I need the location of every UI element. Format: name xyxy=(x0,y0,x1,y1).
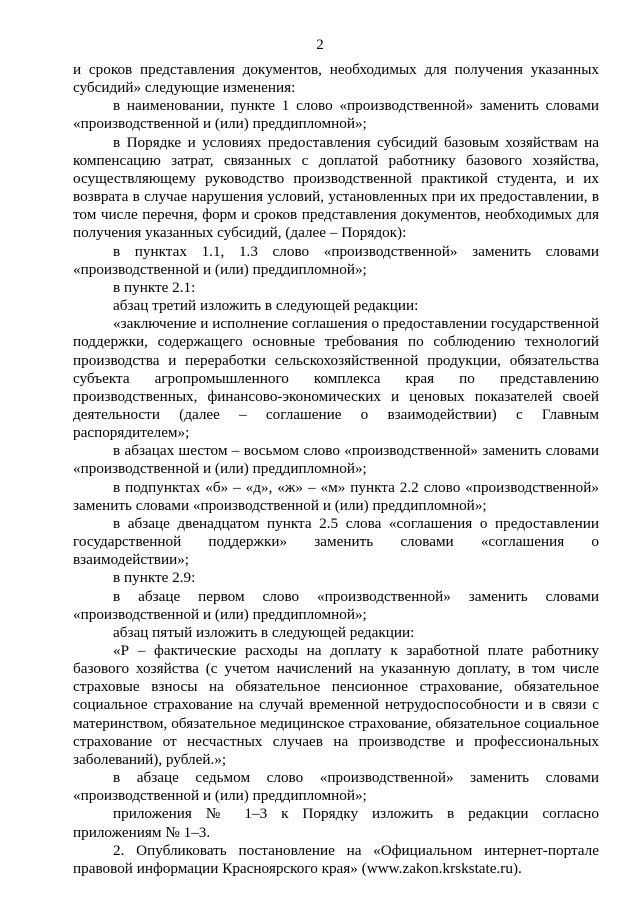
document-body xyxy=(73,61,599,878)
paragraph: и сроков представления документов, необходимых для получения указанных субсидий» следующие изменения: xyxy=(73,61,599,97)
paragraph: в пунктах 1.1, 1.3 слово «производственной» заменить словами «производственной и (или) преддипломной»; xyxy=(73,242,599,278)
paragraph: 2. Опубликовать постановление на «Официальном интернет-портале правовой информации Красноярского края» (www.zakon.krskstate.ru). xyxy=(73,841,599,877)
paragraph: абзац пятый изложить в следующей редакции: xyxy=(113,623,415,641)
paragraph: в абзаце первом слово «производственной» заменить словами «производственной и (или) преддипломной»; xyxy=(73,587,599,623)
paragraph: в Порядке и условиях предоставления субсидий базовым хозяйствам на компенсацию затрат, связанных с доплатой работнику базового хозяйства, осуществляющему руководство производственной практикой студента, и их возврата в случае нарушения условий, установленных при их предоставлении, в том числе перечня, форм и сроков представления документов, необходимых для получения указанных субсидий, (далее – Порядок): xyxy=(73,133,599,242)
paragraph: «Р – фактические расходы на доплату к заработной плате работнику базового хозяйства (с учетом начислений на указанную доплату, в том числе страховые взносы на обязательное пенсионное страхование, обязательное социальное страхование на случай временной нетрудоспособности и в связи с материнством, обязательное медицинское страхование, обязательное социальное страхование от несчастных случаев на производстве и профессиональных заболеваний), рублей.»; xyxy=(73,642,599,768)
paragraph: в подпунктах «б» – «д», «ж» – «м» пункта 2.2 слово «производственной» заменить словами «производственной и (или) преддипломной»; xyxy=(73,478,599,514)
paragraph: в абзаце седьмом слово «производственной» заменить словами «производственной и (или) преддипломной»; xyxy=(73,769,599,805)
paragraph: в абзацах шестом – восьмом слово «производственной» заменить словами «производственной и (или) преддипломной»; xyxy=(73,442,599,478)
paragraph: «заключение и исполнение соглашения о предоставлении государственной поддержки, содержащего основные требования по соблюдению технологий производства и переработки сельскохозяйственной продукции, обязательства субъекта агропромышленного комплекса края по представлению производственных, финансово-экономических и ценовых показателей своей деятельности (далее – соглашение о взаимодействии) с Главным распорядителем»; xyxy=(73,315,599,442)
paragraph: в пункте 2.1: xyxy=(113,278,196,296)
page-number: 2 xyxy=(316,37,324,53)
paragraph: абзац третий изложить в следующей редакции: xyxy=(113,297,419,315)
paragraph: приложения № 1–3 к Порядку изложить в редакции согласно приложениям № 1–3. xyxy=(73,805,599,841)
paragraph: в пункте 2.9: xyxy=(113,569,196,587)
paragraph: в абзаце двенадцатом пункта 2.5 слова «соглашения о предоставлении государственной поддержки» заменить словами «соглашения о взаимодействии»; xyxy=(73,514,599,569)
paragraph: в наименовании, пункте 1 слово «производственной» заменить словами «производственной и (или) преддипломной»; xyxy=(73,97,599,133)
